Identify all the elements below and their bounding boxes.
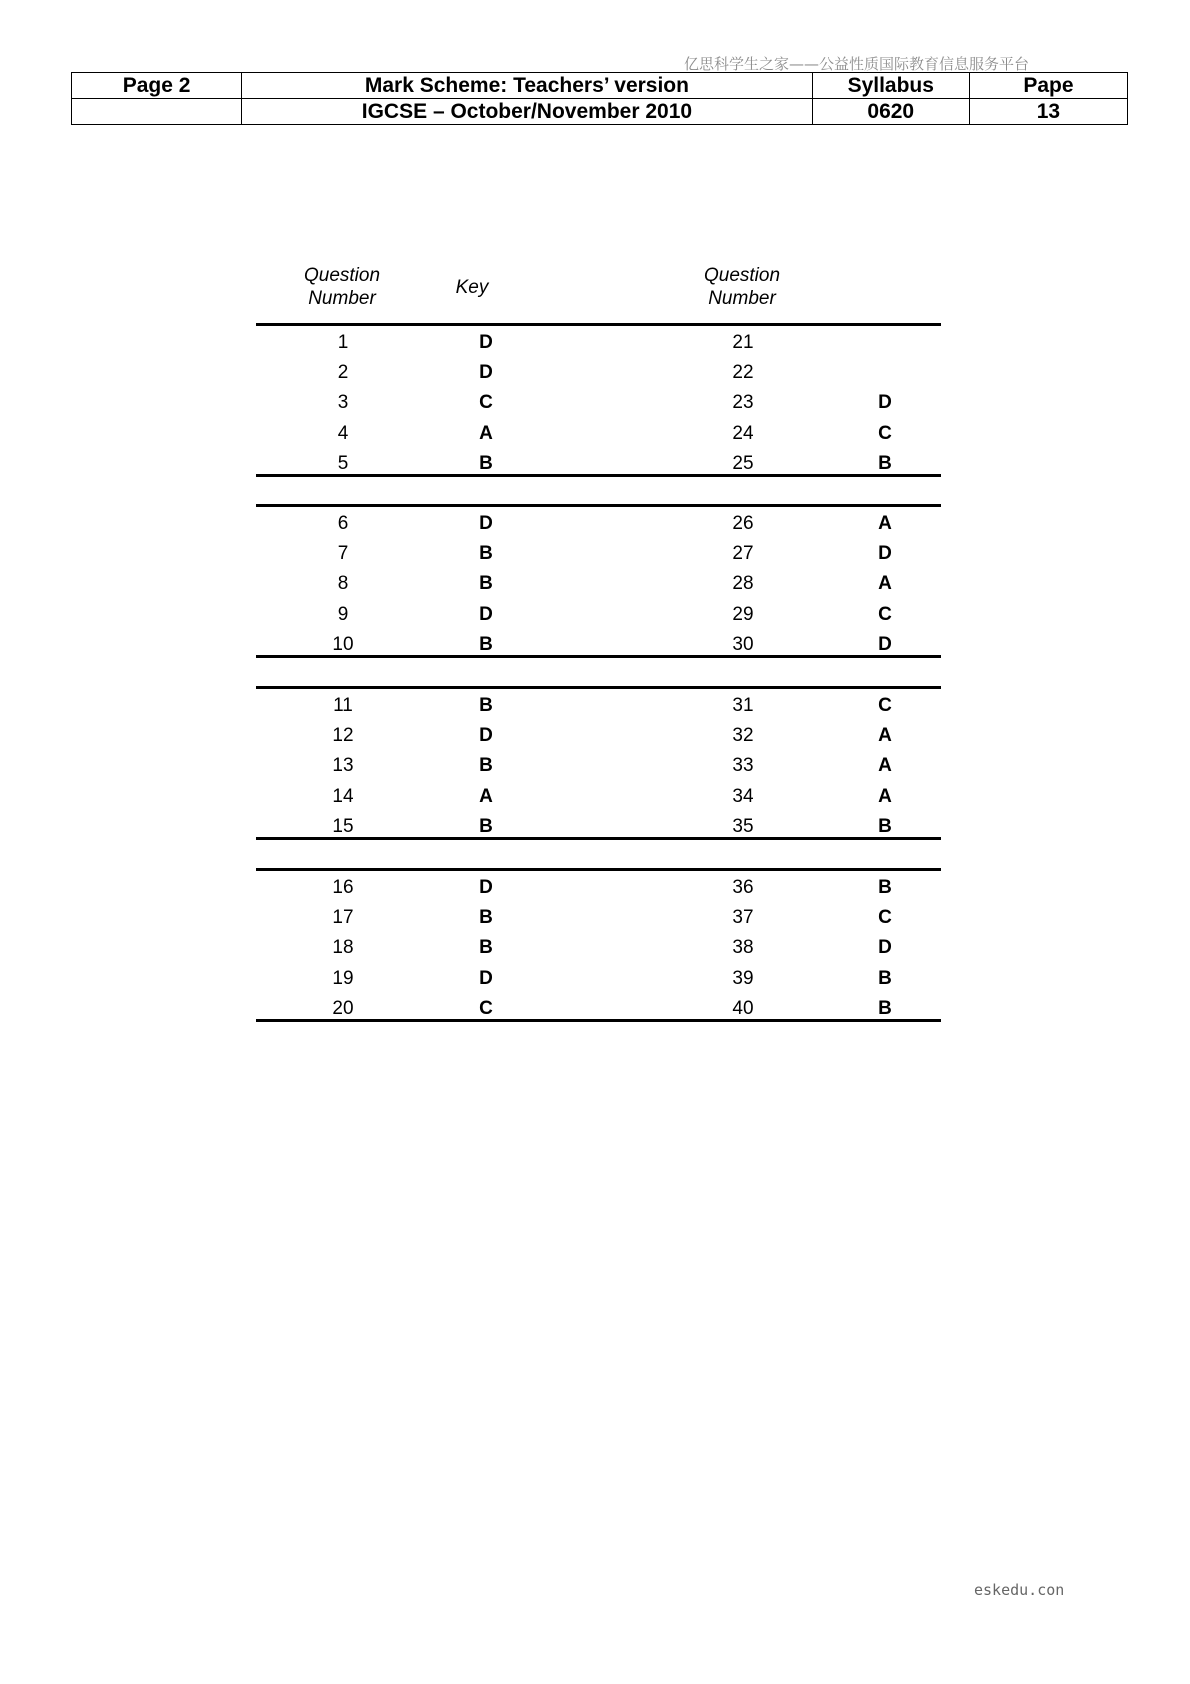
question-number-cell: 7 <box>337 543 349 565</box>
question-number-cell: 25 <box>732 452 754 474</box>
group-bottom-rule <box>256 837 941 840</box>
question-number-cell: 33 <box>732 755 754 777</box>
answer-key-cell: A <box>479 785 493 807</box>
group-bottom-rule <box>256 1019 941 1022</box>
answer-key-cell: A <box>878 573 892 595</box>
question-number-cell: 28 <box>732 573 754 595</box>
col-header-key: Key <box>455 277 489 298</box>
answer-key-cell: D <box>479 967 493 989</box>
answer-key-cell: A <box>878 785 892 807</box>
question-number-cell: 19 <box>332 967 354 989</box>
answer-key-cell: B <box>878 997 892 1019</box>
question-number-cell: 27 <box>732 543 754 565</box>
header-syllabus-label: Syllabus <box>812 73 969 99</box>
question-number-cell: 11 <box>333 695 353 716</box>
header-title: Mark Scheme: Teachers’ version <box>242 73 813 99</box>
question-number-cell: 26 <box>732 513 754 534</box>
answer-key-cell: D <box>479 603 493 625</box>
question-number-cell: 4 <box>337 422 349 444</box>
answer-key-cell: A <box>878 725 892 747</box>
question-number-cell: 22 <box>732 362 754 384</box>
question-number-cell: 39 <box>732 967 754 989</box>
question-number-cell: 30 <box>732 633 754 655</box>
question-number-cell: 40 <box>732 997 754 1019</box>
answer-key-cell: B <box>479 755 493 777</box>
answer-key-cell: A <box>878 513 892 534</box>
question-number-cell: 17 <box>332 907 354 929</box>
question-number-cell: 32 <box>732 725 754 747</box>
answer-key-cell: D <box>878 392 892 414</box>
answer-key-cell: B <box>878 967 892 989</box>
answer-key-cell: B <box>878 815 892 837</box>
question-number-cell: 10 <box>332 633 354 655</box>
question-number-cell: 20 <box>332 997 354 1019</box>
header-paper-number: 13 <box>969 99 1127 125</box>
question-number-cell: 24 <box>732 422 754 444</box>
page-header-table <box>71 72 1128 125</box>
answer-key-cell: C <box>878 907 892 929</box>
answer-key-cell: B <box>878 452 892 474</box>
answer-key-cell: D <box>878 543 892 565</box>
answer-key-cell: D <box>479 332 493 353</box>
group-top-rule <box>256 868 941 871</box>
answer-key-cell: B <box>479 695 493 716</box>
answer-key-cell: A <box>479 422 493 444</box>
answer-key-cell: D <box>878 937 892 959</box>
question-number-cell: 15 <box>332 815 354 837</box>
question-number-cell: 5 <box>337 452 349 474</box>
footer-url: eskedu.con <box>974 1581 1065 1599</box>
question-number-cell: 21 <box>732 332 754 353</box>
question-number-cell: 34 <box>732 785 754 807</box>
answer-key-cell: D <box>479 513 493 534</box>
answer-key-cell: C <box>878 422 892 444</box>
answer-key-cell: B <box>479 543 493 565</box>
question-number-cell: 13 <box>332 755 354 777</box>
question-number-cell: 18 <box>332 937 354 959</box>
answer-key-cell: A <box>878 755 892 777</box>
answer-key-cell: B <box>479 452 493 474</box>
group-top-rule <box>256 504 941 507</box>
answer-key-cell: D <box>878 633 892 655</box>
answer-key-cell: C <box>878 603 892 625</box>
question-number-cell: 36 <box>732 877 754 898</box>
watermark-text: 亿思科学生之家——公益性质国际教育信息服务平台 <box>684 55 1030 73</box>
question-number-cell: 16 <box>332 877 354 898</box>
answer-key-cell: C <box>479 392 493 414</box>
question-number-cell: 14 <box>332 785 354 807</box>
question-number-cell: 3 <box>337 392 349 414</box>
question-number-cell: 2 <box>337 362 349 384</box>
group-top-rule <box>256 686 941 689</box>
answer-key-cell: C <box>479 997 493 1019</box>
question-number-cell: 1 <box>337 332 349 353</box>
header-paper-label: Pape <box>969 73 1127 99</box>
group-bottom-rule <box>256 474 941 477</box>
answer-key-cell: B <box>479 633 493 655</box>
answer-key-cell: B <box>479 573 493 595</box>
answer-key-cell: D <box>479 877 493 898</box>
question-number-cell: 37 <box>732 907 754 929</box>
question-number-cell: 9 <box>337 603 349 625</box>
answer-key-cell: B <box>479 815 493 837</box>
question-number-cell: 6 <box>337 513 349 534</box>
answer-key-cell: D <box>479 725 493 747</box>
header-exam: IGCSE – October/November 2010 <box>242 99 813 125</box>
group-top-rule <box>256 323 941 326</box>
question-number-cell: 35 <box>732 815 754 837</box>
answer-key-cell: B <box>479 907 493 929</box>
header-syllabus-code: 0620 <box>812 99 969 125</box>
col-header-question-number-2: Question Number <box>703 265 781 309</box>
header-page: Page 2 <box>72 73 242 99</box>
question-number-cell: 38 <box>732 937 754 959</box>
answer-key-cell: B <box>479 937 493 959</box>
question-number-cell: 29 <box>732 603 754 625</box>
group-bottom-rule <box>256 655 941 658</box>
answer-key-cell: D <box>479 362 493 384</box>
col-header-question-number: Question Number <box>303 265 381 309</box>
question-number-cell: 12 <box>332 725 354 747</box>
question-number-cell: 8 <box>337 573 349 595</box>
answer-key-cell: C <box>878 695 892 716</box>
header-empty <box>72 99 242 125</box>
answer-key-cell: B <box>878 877 892 898</box>
question-number-cell: 23 <box>732 392 754 414</box>
question-number-cell: 31 <box>732 695 754 716</box>
